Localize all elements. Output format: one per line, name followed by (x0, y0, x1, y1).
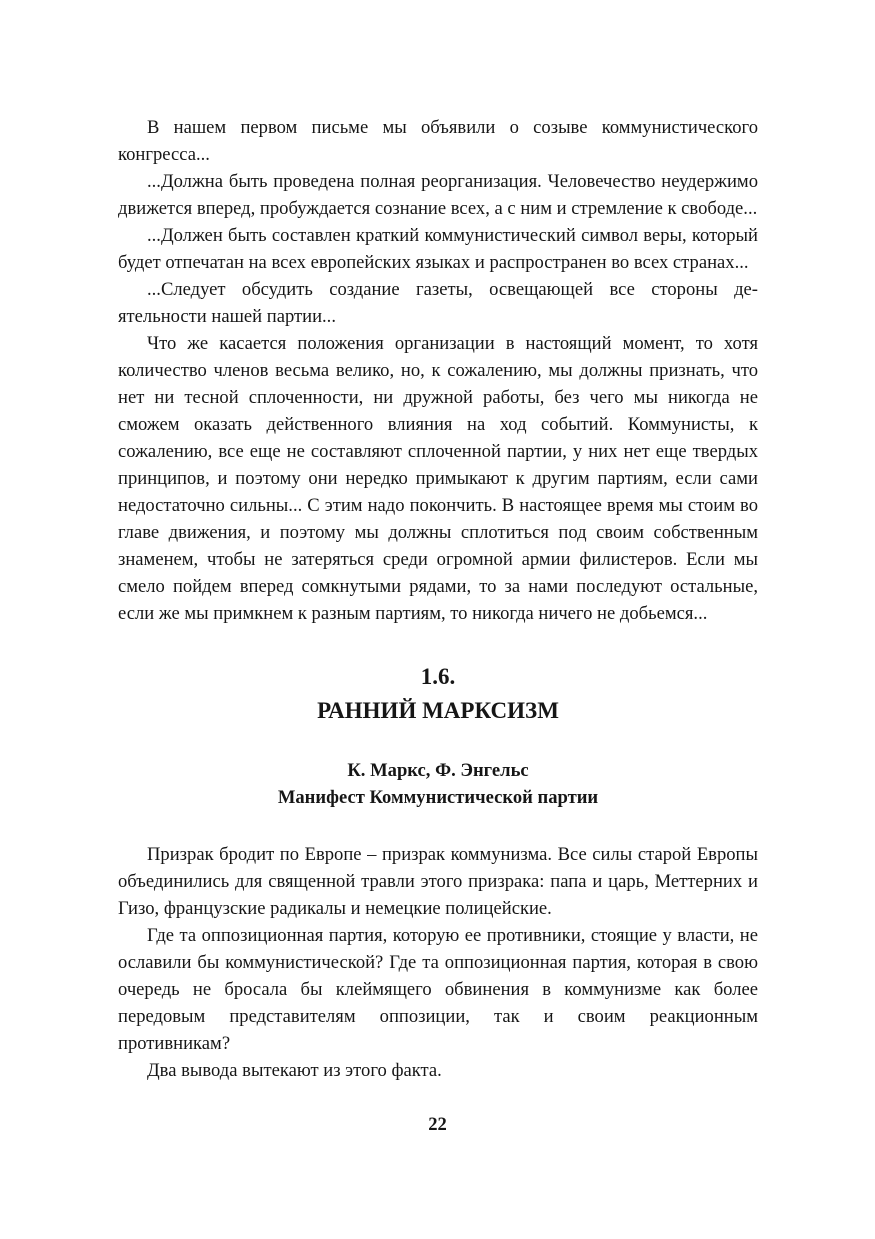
paragraph-newspaper: ...Следует обсудить создание газеты, освещающей все стороны деятельности нашей партии... (118, 279, 758, 327)
section-number: 1.6. (420, 664, 456, 689)
paragraph-reorganization: ...Должна быть проведена полная реорганизация. Человечество неудержимо движется вперед, пробуждается сознание всех, а с ним и стремление к свободе... (118, 171, 758, 219)
paragraph-creed: ...Должен быть составлен краткий коммунистический символ веры, который будет отпечатан на всех европейских языках и распространен во всех странах... (118, 225, 758, 273)
paragraph-congress-announcement: В нашем первом письме мы объявили о созыве коммунистического конгресса... (118, 117, 758, 165)
spacer (118, 811, 758, 841)
page-number: 22 (428, 1114, 447, 1135)
paragraph-organization-state: Что же касается положения организации в настоящий момент, то хотя количество членов весьма велико, но, к сожалению, мы должны признать, что нет ни тесной сплоченности, ни дружной работы, без чего мы никогда не сможем оказать действенного влияния на ход событий. Коммунисты, к сожалению, все еще не составляют сплоченной партии, у них нет еще твердых принципов, и поэтому они нередко примыкают к другим партиям, если сами недостаточно сильны... С этим надо покончить. В настоящее время мы стоим во главе движения, и поэтому мы должны сплотиться под своим собственным знаменем, чтобы не затеряться среди огромной армии филистеров. Если мы смело пойдем вперед сомкнутыми рядами, то за нами последуют остальные, если же мы примкнем к разным партиям, то никогда ничего не добьемся... (118, 333, 758, 624)
document-title: Манифест Коммунистической партии (277, 787, 599, 808)
section-title: РАННИЙ МАРКСИЗМ (317, 698, 559, 723)
paragraph-opposition: Где та оппозиционная партия, которую ее противники, стоящие у власти, не ославили бы коммунистической? Где та оппозиционная партия, которая в свою очередь не бросала бы клеймящего обвинения в коммунизме как более передовым представителям оппозиции, так и своим реакционным противникам? (118, 925, 758, 1054)
paragraph-conclusions: Два вывода вытекают из этого факта. (147, 1060, 442, 1081)
page-body (118, 114, 758, 1084)
document-authors: К. Маркс, Ф. Энгельс (347, 760, 529, 781)
paragraph-spectre: Призрак бродит по Европе – призрак коммунизма. Все силы старой Европы объединились для священной травли этого призрака: папа и царь, Меттерних и Гизо, французские радикалы и немецкие полицейские. (118, 844, 758, 919)
